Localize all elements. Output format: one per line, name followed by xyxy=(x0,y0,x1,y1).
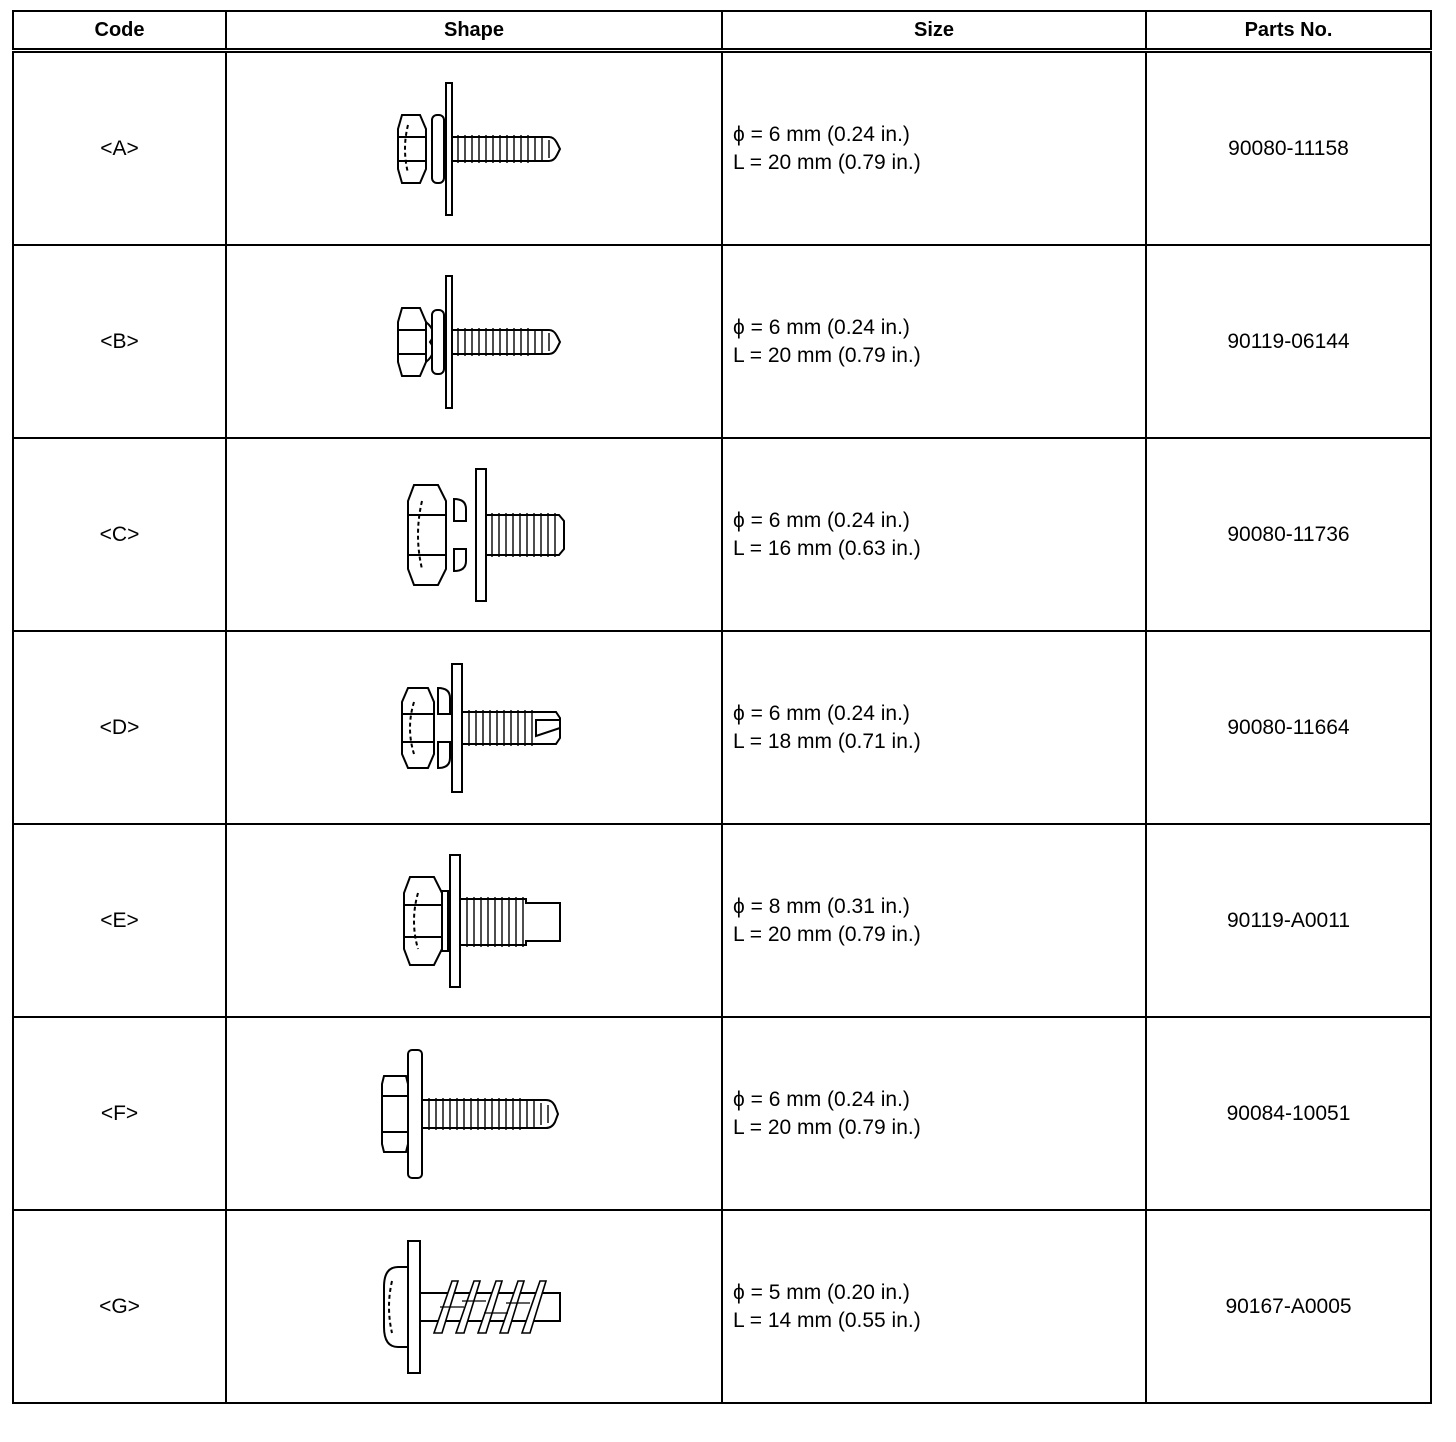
parts-table xyxy=(12,10,1432,1404)
size-cell xyxy=(722,51,1146,246)
size-cell xyxy=(722,438,1146,631)
size-cell xyxy=(722,631,1146,824)
table-row xyxy=(13,245,1431,438)
shape-cell xyxy=(226,51,722,246)
size-cell xyxy=(722,824,1146,1017)
shape-cell xyxy=(226,245,722,438)
flange-bolt-icon xyxy=(374,1044,574,1184)
bolt-with-washer-pilot-tip-icon xyxy=(374,851,574,991)
table-row xyxy=(13,824,1431,1017)
header-size: Size xyxy=(722,11,1146,51)
part-number-cell: 90167-A0005 xyxy=(1146,1210,1431,1403)
size-cell xyxy=(722,1017,1146,1210)
header-row xyxy=(13,11,1431,51)
size-diameter: ϕ = 6 mm (0.24 in.) xyxy=(733,1087,910,1111)
bolt-with-washers-icon xyxy=(374,465,574,605)
shape-cell xyxy=(226,631,722,824)
code-cell: <F> xyxy=(13,1017,226,1210)
shape-cell xyxy=(226,438,722,631)
code-cell: <E> xyxy=(13,824,226,1017)
header-shape: Shape xyxy=(226,11,722,51)
code-cell: <D> xyxy=(13,631,226,824)
code-cell: <A> xyxy=(13,51,226,246)
table-row xyxy=(13,1210,1431,1403)
table-row xyxy=(13,51,1431,246)
size-diameter: ϕ = 6 mm (0.24 in.) xyxy=(733,701,910,725)
size-diameter: ϕ = 8 mm (0.31 in.) xyxy=(733,894,910,918)
code-cell: <B> xyxy=(13,245,226,438)
header-parts-no: Parts No. xyxy=(1146,11,1431,51)
size-diameter: ϕ = 6 mm (0.24 in.) xyxy=(733,122,910,146)
bolt-with-washers-tapered-icon xyxy=(374,272,574,412)
size-length: L = 20 mm (0.79 in.) xyxy=(733,343,921,367)
size-length: L = 20 mm (0.79 in.) xyxy=(733,150,921,174)
size-diameter: ϕ = 5 mm (0.20 in.) xyxy=(733,1280,910,1304)
code-cell: <C> xyxy=(13,438,226,631)
part-number-cell: 90080-11158 xyxy=(1146,51,1431,246)
size-length: L = 18 mm (0.71 in.) xyxy=(733,729,921,753)
table-row xyxy=(13,1017,1431,1210)
shape-cell xyxy=(226,824,722,1017)
part-number-cell: 90119-06144 xyxy=(1146,245,1431,438)
size-diameter: ϕ = 6 mm (0.24 in.) xyxy=(733,508,910,532)
header-code: Code xyxy=(13,11,226,51)
table-row xyxy=(13,438,1431,631)
code-cell: <G> xyxy=(13,1210,226,1403)
part-number-cell: 90119-A0011 xyxy=(1146,824,1431,1017)
size-diameter: ϕ = 6 mm (0.24 in.) xyxy=(733,315,910,339)
tapping-screw-icon xyxy=(374,1237,574,1377)
size-length: L = 20 mm (0.79 in.) xyxy=(733,922,921,946)
part-number-cell: 90080-11736 xyxy=(1146,438,1431,631)
size-cell xyxy=(722,1210,1146,1403)
size-length: L = 14 mm (0.55 in.) xyxy=(733,1308,921,1332)
shape-cell xyxy=(226,1210,722,1403)
size-length: L = 16 mm (0.63 in.) xyxy=(733,536,921,560)
shape-cell xyxy=(226,1017,722,1210)
size-length: L = 20 mm (0.79 in.) xyxy=(733,1115,921,1139)
bolt-with-washers-slotted-tip-icon xyxy=(374,658,574,798)
bolt-with-washers-tapered-icon xyxy=(374,79,574,219)
table-row xyxy=(13,631,1431,824)
part-number-cell: 90080-11664 xyxy=(1146,631,1431,824)
part-number-cell: 90084-10051 xyxy=(1146,1017,1431,1210)
size-cell xyxy=(722,245,1146,438)
